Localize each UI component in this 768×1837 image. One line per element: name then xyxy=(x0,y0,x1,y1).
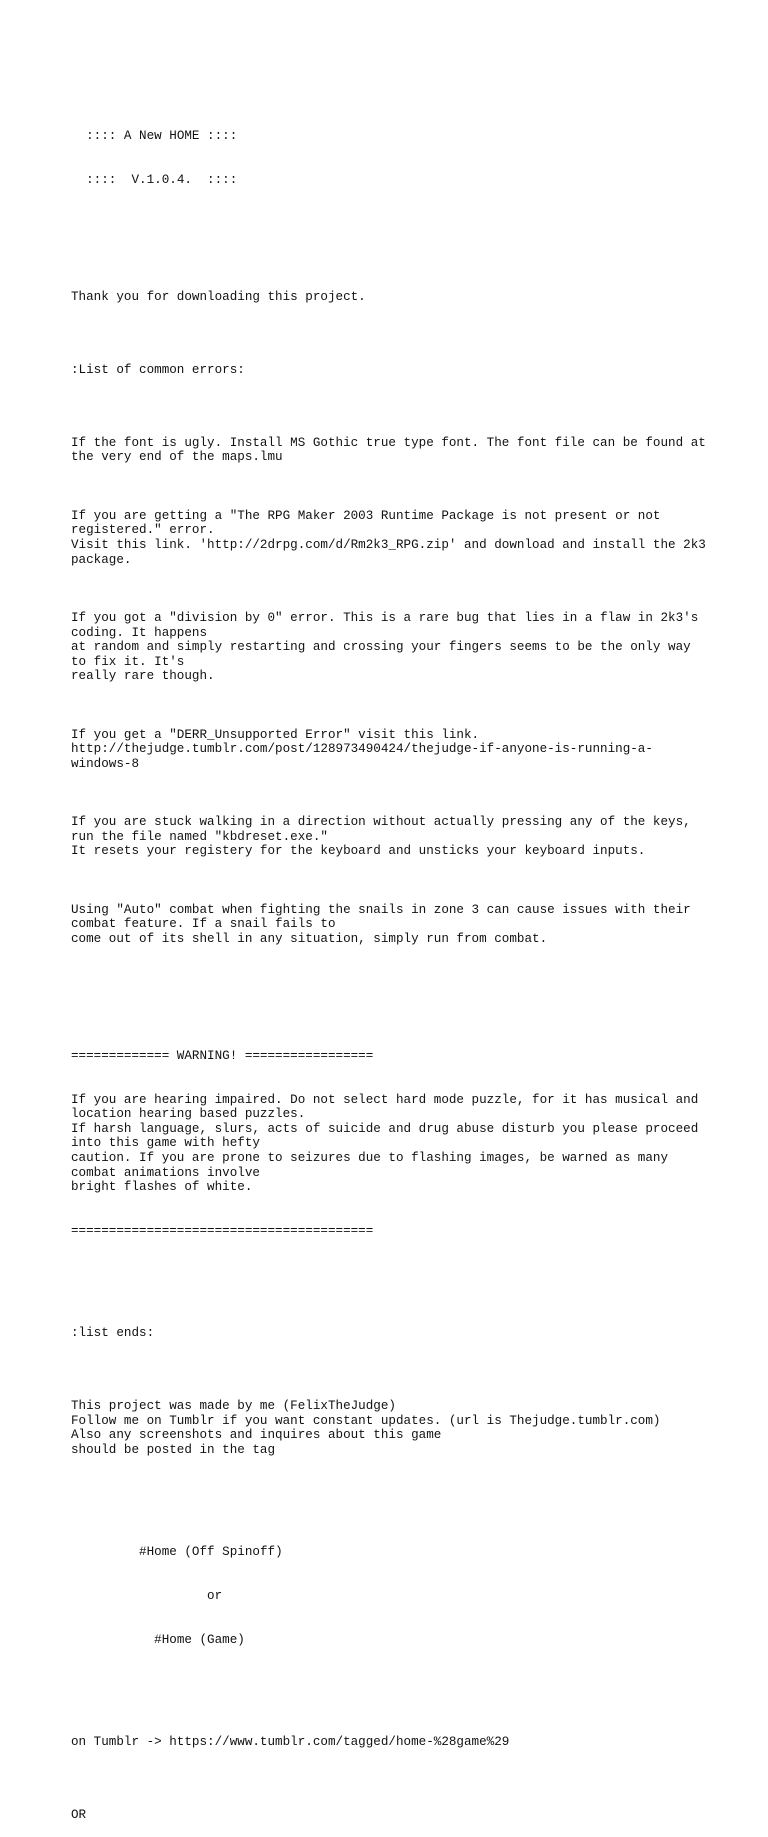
warning-block xyxy=(71,1020,711,1268)
warning-text: If you are hearing impaired. Do not select hard mode puzzle, for it has musical and location hearing based puzzles. If harsh language, slurs, acts of suicide and drug abuse disturb you please proceed into this game with hefty caution. If you are prone to seizures due to flashing images, be warned as many combat animations involve bright flashes of white. xyxy=(71,1092,699,1195)
tag-block xyxy=(71,1516,711,1677)
warning-bottom-rule: ======================================== xyxy=(71,1223,374,1238)
tag-or: or xyxy=(71,1588,223,1603)
intro-text: Thank you for downloading this project. xyxy=(71,289,366,304)
credits-text: This project was made by me (FelixTheJudge) Follow me on Tumblr if you want constant updates. (url is Thejudge.tumblr.com) Also any screenshots and inquires about this game should be posted in the tag xyxy=(71,1399,661,1457)
error-item-snail-combat: Using "Auto" combat when fighting the snails in zone 3 can cause issues with their combat feature. If a snail fails to come out of its shell in any situation, simply run from combat. xyxy=(71,902,691,947)
error-item-runtime-package: If you are getting a "The RPG Maker 2003 Runtime Package is not present or not registered." error. Visit this link. 'http://2drpg.com/d/Rm2k3_RPG.zip' and download and install the 2k3 package. xyxy=(71,508,706,567)
list-end-text: :list ends: xyxy=(71,1326,155,1341)
version-line: :::: V.1.0.4. :::: xyxy=(71,173,238,188)
error-item-derr-unsupported: If you get a "DERR_Unsupported Error" visit this link. http://thejudge.tumblr.com/post/128973490424/thejudge-if-anyone-is-running-a-windows-8 xyxy=(71,727,653,771)
warning-top-rule: ============= WARNING! ================= xyxy=(71,1048,374,1063)
trailing-or: OR xyxy=(71,1807,87,1822)
error-item-division-by-zero: If you got a "division by 0" error. This is a rare bug that lies in a flaw in 2k3's coding. It happens at random and simply restarting and crossing your fingers seems to be the only way to fix it. It's really rare though. xyxy=(71,610,699,684)
errors-heading: :List of common errors: xyxy=(71,362,245,377)
error-item-stuck-walking: If you are stuck walking in a direction without actually pressing any of the keys, run the file named "kbdreset.exe." It resets your registery for the keyboard and unsticks your keyboard inputs. xyxy=(71,815,691,859)
title-line: :::: A New HOME :::: xyxy=(71,129,238,144)
readme-document xyxy=(71,71,714,1837)
error-item-font: If the font is ugly. Install MS Gothic true type font. The font file can be found at the very end of the maps.lmu xyxy=(71,435,714,465)
tag-game: #Home (Game) xyxy=(71,1632,245,1647)
tumblr-tag-link: on Tumblr -> https://www.tumblr.com/tagged/home-%28game%29 xyxy=(71,1734,510,1749)
tag-off-spinoff: #Home (Off Spinoff) xyxy=(71,1544,283,1559)
title-block xyxy=(71,100,711,217)
